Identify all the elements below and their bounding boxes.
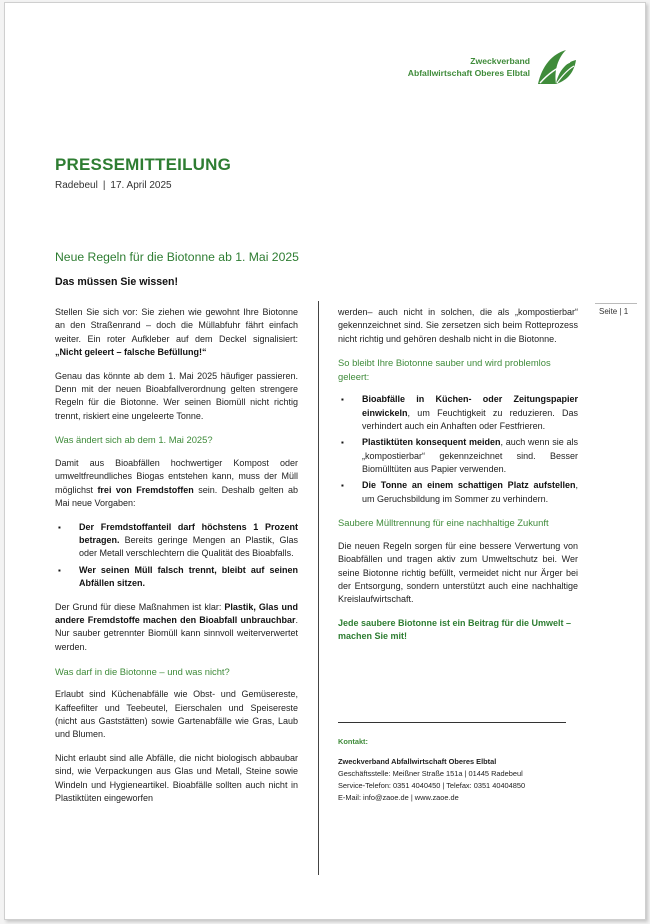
left-column: [55, 306, 298, 816]
logo-text: [408, 55, 530, 79]
paragraph: Nicht erlaubt sind alle Abfälle, die nicht biologisch abbaubar sind, wie Verpackungen aus Glas und Metall, Steine sowie Windeln und Hygieneartikel. Bioabfälle sollten auch nicht in Plastiktüten eingeworfen: [55, 753, 298, 803]
article-headline: Neue Regeln für die Biotonne ab 1. Mai 2025: [55, 250, 299, 264]
rules-list: [55, 521, 298, 590]
page-title: PRESSEMITTEILUNG: [55, 155, 232, 174]
logo-line-1: Zweckverband: [470, 56, 530, 66]
list-item: ▪ Wer seinen Müll falsch trennt, bleibt auf seinen Abfällen sitzen.: [55, 564, 298, 591]
article-subheadline: Das müssen Sie wissen!: [55, 276, 179, 288]
contact-block: [338, 736, 578, 804]
place: Radebeul: [55, 180, 98, 191]
document-page: [4, 2, 646, 920]
paragraph: Der Grund für diese Maßnahmen ist klar: Plastik, Glas und andere Fremdstoffe machen den Bioabfall unbrauchbar. Nur sauber getrennter Biomüll kann sinnvoll weiterverwertet werden.: [55, 601, 298, 652]
contact-address: Geschäftsstelle: Meißner Straße 151a | 01445 Radebeul: [338, 769, 523, 778]
date: 17. April 2025: [110, 180, 172, 191]
section-heading: Saubere Mülltrennung für eine nachhaltige Zukunft: [338, 517, 549, 529]
contact-email-web: E-Mail: info@zaoe.de | www.zaoe.de: [338, 793, 459, 802]
contact-divider: [338, 722, 566, 723]
paragraph: Stellen Sie sich vor: Sie ziehen wie gewohnt Ihre Biotonne an den Straßenrand – doch die Müllabfuhr fährt einfach weiter. Ein roter Aufkleber auf dem Deckel signalisiert: „Nicht geleert – falsche Befüllung!“: [55, 307, 298, 357]
page-number: Seite | 1: [599, 307, 629, 316]
paragraph: Erlaubt sind Küchenabfälle wie Obst- und Gemüsereste, Kaffeefilter und Teebeutel, Eierschalen und Speisereste (nicht aus Gaststätten) sowie Gartenabfälle wie Gras, Laub und Blumen.: [55, 689, 298, 740]
dateline-separator: |: [102, 180, 106, 191]
section-heading: Was darf in die Biotonne – und was nicht?: [55, 665, 230, 677]
section-heading: So bleibt Ihre Biotonne sauber und wird problemlos geleert:: [338, 357, 551, 382]
list-item: ▪ Der Fremdstoffanteil darf höchstens 1 Prozent betragen. Bereits geringe Mengen an Plastik, Glas oder Metall verschlechtern die Qualität des Bioabfalls.: [55, 521, 298, 561]
list-item: ▪ Plastiktüten konsequent meiden, auch wenn sie als „kompostierbar“ gekennzeichnet sind. Besser Biomülltüten aus Papier verwenden.: [338, 436, 578, 476]
page-number-rule: [595, 303, 637, 304]
organization-logo: [408, 48, 578, 86]
paragraph: Genau das könnte ab dem 1. Mai 2025 häufiger passieren. Denn mit der neuen Bioabfallverordnung gelten strengere Regeln für die Biotonne. Wer seinen Biomüll nicht richtig trennt, riskiert eine ungeleerte Tonne.: [55, 370, 298, 421]
paragraph: Damit aus Bioabfällen hochwertiger Kompost oder umweltfreundliches Biogas entstehen kann, muss der Müll möglichst frei von Fremdstoffen sein. Deshalb gelten ab Mai neue Vorgaben:: [55, 458, 298, 509]
contact-label: Kontakt:: [338, 737, 368, 746]
tips-list: [338, 393, 578, 505]
leaf-logo-icon: [536, 48, 578, 86]
closing-statement: Jede saubere Biotonne ist ein Beitrag für die Umwelt – machen Sie mit!: [338, 618, 572, 642]
column-divider: [318, 301, 319, 875]
paragraph: Die neuen Regeln sorgen für eine bessere Verwertung von Bioabfällen und tragen aktiv zum Umweltschutz bei. Wer seine Biotonne richtig befüllt, vermeidet nicht nur Ärger bei der Entsorgung, sondern unterstützt auch eine nachhaltige Kreislaufwirtschaft.: [338, 541, 578, 605]
list-item: ▪ Die Tonne an einem schattigen Platz aufstellen, um Geruchsbildung im Sommer zu verhindern.: [338, 479, 578, 506]
contact-phone: Service-Telefon: 0351 4040450 | Telefax: 0351 40404850: [338, 781, 526, 790]
logo-line-2: Abfallwirtschaft Oberes Elbtal: [407, 68, 530, 78]
section-heading: Was ändert sich ab dem 1. Mai 2025?: [55, 434, 213, 446]
list-item: ▪ Bioabfälle in Küchen- oder Zeitungspapier einwickeln, um Feuchtigkeit zu reduzieren. Das verhindert auch ein Anhaften oder Festfrieren.: [338, 393, 578, 433]
dateline: [55, 180, 172, 191]
contact-organization: Zweckverband Abfallwirtschaft Oberes Elbtal: [338, 757, 497, 766]
right-column: [338, 306, 578, 654]
paragraph: werden– auch nicht in solchen, die als „kompostierbar“ gekennzeichnet sind. Sie zersetzen sich beim Rotteprozess nicht richtig und gehören deshalb nicht in die Biotonne.: [338, 307, 578, 344]
